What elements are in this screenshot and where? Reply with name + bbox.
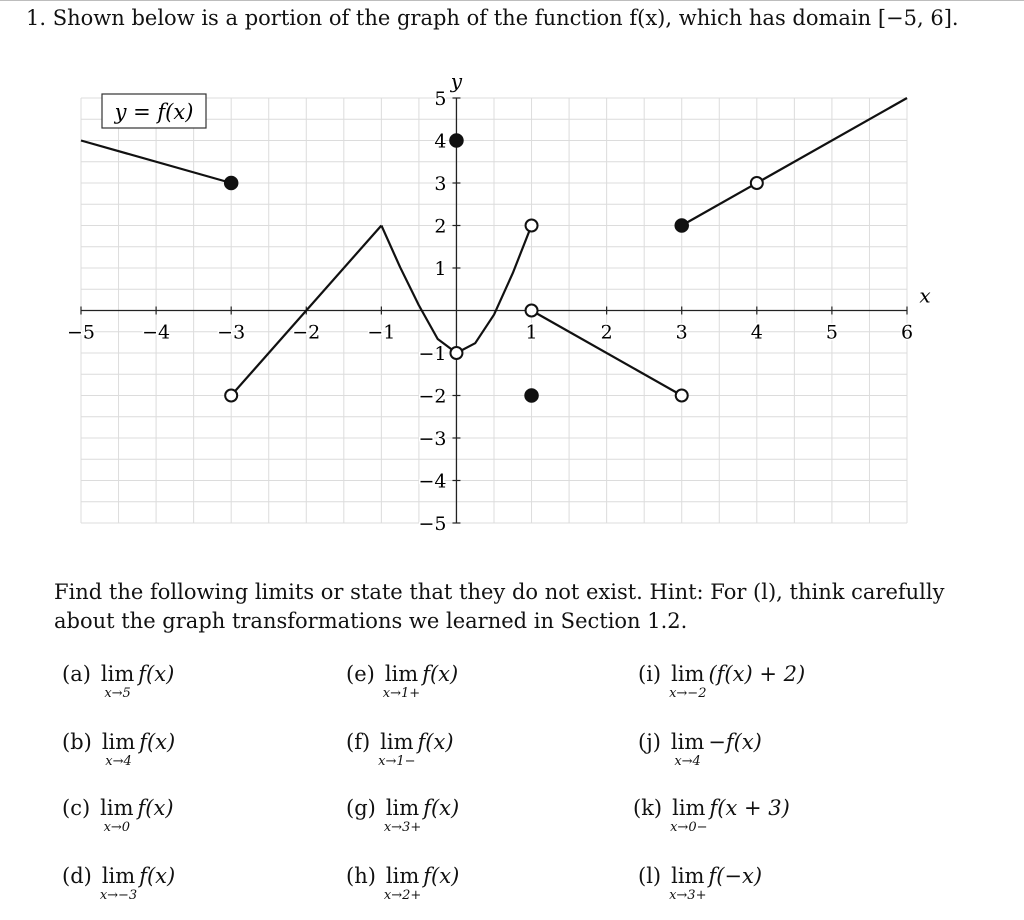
y-tick-label: −5: [418, 513, 447, 535]
lim-word: lim: [384, 662, 419, 686]
lim-word: lim: [380, 730, 414, 754]
x-tick-label: −1: [367, 321, 396, 344]
y-tick-label: 2: [434, 215, 447, 238]
limit-item: [638, 730, 762, 769]
limit-item: [633, 796, 790, 835]
limit-subscript: x→1+: [382, 686, 421, 701]
limit-operator: [669, 662, 707, 701]
item-label: (l): [638, 864, 662, 888]
limit-expression: f(x): [417, 730, 454, 754]
limit-operator: [382, 662, 421, 701]
limit-expression: f(x): [139, 730, 176, 754]
limit-expression: f(x): [137, 796, 174, 820]
lim-word: lim: [100, 662, 135, 686]
y-tick-label: 1: [434, 258, 447, 280]
x-tick-label: −4: [142, 321, 171, 344]
limit-operator: [383, 864, 422, 903]
limit-item: [638, 662, 806, 701]
function-label-box: [102, 94, 206, 128]
limit-operator: [100, 662, 135, 701]
limit-subscript: x→3+: [383, 820, 422, 835]
item-label: (c): [62, 796, 91, 820]
limit-subscript: x→0: [103, 820, 131, 835]
item-label: (d): [62, 864, 92, 888]
limit-operator: [99, 864, 138, 903]
limit-item: [346, 864, 460, 903]
limit-item: [62, 864, 176, 903]
function-label-text: y = f(x): [114, 100, 194, 124]
limit-operator: [100, 796, 134, 835]
closed-point: [525, 389, 538, 402]
limit-expression: f(−x): [708, 864, 763, 888]
limit-expression: (f(x) + 2): [708, 662, 806, 686]
problem-text: Shown below is a portion of the graph of the function f(x), which has domain [−5, 6].: [52, 6, 959, 30]
closed-point: [675, 219, 688, 232]
limit-item: [346, 730, 454, 769]
problem-number: 1.: [26, 6, 47, 30]
item-label: (i): [638, 662, 662, 686]
problem-statement: [26, 6, 959, 30]
x-tick-label: −5: [66, 321, 96, 344]
y-tick-label: 3: [434, 173, 447, 195]
axes: [81, 69, 931, 523]
item-label: (k): [633, 796, 663, 820]
open-point: [676, 390, 688, 402]
x-tick-label: 6: [900, 321, 914, 344]
open-point: [225, 390, 237, 402]
item-label: (f): [346, 730, 371, 754]
limit-item: [346, 662, 459, 701]
x-tick-label: 1: [525, 321, 538, 344]
instructions: Find the following limits or state that they do not exist. Hint: For (l), think carefully about the graph transformations we learned in Section 1.2.: [54, 580, 945, 633]
limit-operator: [383, 796, 422, 835]
lim-word: lim: [671, 864, 705, 888]
limit-item: [62, 730, 176, 769]
limit-expression: f(x): [139, 864, 176, 888]
lim-word: lim: [101, 730, 136, 754]
item-label: (b): [62, 730, 92, 754]
open-point: [526, 220, 538, 232]
limit-subscript: x→1−: [378, 754, 416, 769]
x-tick-label: 2: [600, 321, 613, 344]
item-label: (j): [638, 730, 661, 754]
limit-subscript: x→4: [674, 754, 701, 769]
y-tick-label: −1: [418, 343, 447, 365]
limit-expression: f(x): [422, 662, 459, 686]
closed-point: [225, 177, 238, 190]
limit-expression: −f(x): [708, 730, 762, 754]
limit-operator: [670, 730, 705, 769]
x-tick-label: −2: [292, 321, 321, 344]
limit-item: [346, 796, 460, 835]
limit-expression: f(x): [423, 864, 460, 888]
limit-item: [638, 864, 763, 903]
limit-operator: [101, 730, 136, 769]
x-tick-label: 4: [750, 321, 763, 344]
y-tick-label: 4: [434, 130, 447, 153]
item-label: (g): [346, 796, 376, 820]
limit-expression: f(x): [138, 662, 175, 686]
limit-item: [62, 662, 175, 701]
x-tick-label: 3: [675, 321, 688, 344]
y-tick-label: −4: [418, 470, 447, 493]
limit-operator: [378, 730, 416, 769]
item-label: (a): [62, 662, 91, 686]
function-graph: [0, 60, 1024, 540]
y-tick-label: −2: [418, 385, 447, 408]
lim-word: lim: [385, 796, 420, 820]
x-tick-label: 5: [825, 321, 838, 344]
lim-word: lim: [672, 796, 706, 820]
item-label: (h): [346, 864, 376, 888]
limit-item: [62, 796, 174, 835]
top-rule: [0, 0, 1024, 1]
lim-word: lim: [385, 864, 420, 888]
limit-operator: [669, 864, 707, 903]
open-point: [751, 177, 763, 189]
open-point: [450, 347, 462, 359]
lim-word: lim: [101, 864, 136, 888]
y-tick-label: 5: [434, 88, 447, 110]
item-label: (e): [346, 662, 375, 686]
limit-subscript: x→−3: [99, 888, 138, 903]
closed-point: [450, 134, 463, 147]
limit-subscript: x→−2: [669, 686, 707, 701]
x-axis-label: x: [919, 283, 931, 308]
limit-subscript: x→0−: [670, 820, 708, 835]
limit-expression: f(x + 3): [709, 796, 790, 820]
lim-word: lim: [671, 662, 705, 686]
open-point: [526, 305, 538, 317]
limit-operator: [670, 796, 708, 835]
limit-subscript: x→4: [105, 754, 132, 769]
limit-subscript: x→3+: [669, 888, 707, 903]
lim-word: lim: [100, 796, 134, 820]
y-tick-label: −3: [418, 428, 447, 450]
limit-expression: f(x): [423, 796, 460, 820]
limit-subscript: x→2+: [383, 888, 422, 903]
limit-subscript: x→5: [104, 686, 131, 701]
x-tick-label: −3: [217, 321, 246, 344]
lim-word: lim: [670, 730, 705, 754]
y-axis-label: y: [450, 69, 463, 93]
